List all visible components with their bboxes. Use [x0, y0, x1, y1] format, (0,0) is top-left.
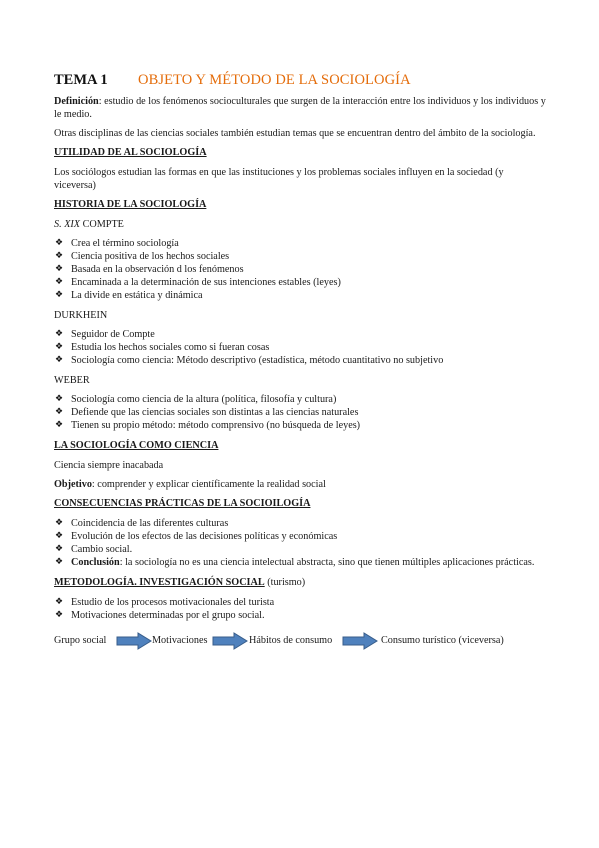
diamond-bullet-icon: ❖	[55, 342, 64, 352]
metodologia-heading-row	[54, 576, 546, 589]
list-item: ❖ Sociología como ciencia: Método descriptivo (estadística, método cuantitativo no subjetivo	[55, 355, 444, 366]
page-title: OBJETO Y MÉTODO DE LA SOCIOLOGÍA	[138, 72, 411, 88]
diamond-bullet-icon: ❖	[55, 238, 64, 248]
process-flow	[54, 632, 546, 650]
diamond-bullet-icon: ❖	[55, 420, 64, 430]
ciencia-text: Ciencia siempre inacabada	[54, 460, 164, 471]
right-arrow-icon	[342, 632, 378, 650]
objetivo-paragraph	[54, 478, 546, 491]
diamond-bullet-icon: ❖	[55, 557, 64, 567]
diamond-bullet-icon: ❖	[55, 290, 64, 300]
list-item: ❖ Basada en la observación d los fenómenos	[55, 264, 244, 275]
weber-label: WEBER	[54, 375, 90, 386]
diamond-bullet-icon: ❖	[55, 264, 64, 274]
conclusion-text: : la sociología no es una ciencia intelectual abstracta, sino que tienen múltiples aplicaciones prácticas.	[119, 557, 535, 568]
list-item	[54, 556, 546, 569]
list-item: ❖ Cambio social.	[55, 544, 133, 555]
compte-century: S. XIX	[54, 219, 81, 230]
definition-paragraph	[54, 95, 546, 121]
definition-text: : estudio de los fenómenos socioculturales que surgen de la interacción entre los individuos y los individuos y le medio.	[54, 96, 546, 120]
durkhein-label: DURKHEIN	[54, 310, 108, 321]
diamond-bullet-icon: ❖	[55, 394, 64, 404]
flow-step-grupo-social: Grupo social	[54, 635, 107, 646]
list-item: ❖ Coincidencia de las diferentes culturas	[55, 518, 229, 529]
durkhein-list	[54, 328, 546, 367]
list-item: ❖ Encaminada a la determinación de sus intenciones estables (leyes)	[55, 277, 341, 288]
utilidad-heading: UTILIDAD DE AL SOCIOLOGÍA	[54, 147, 207, 158]
definition-label: Definición	[54, 96, 99, 107]
document-content	[54, 74, 546, 650]
diamond-bullet-icon: ❖	[55, 544, 64, 554]
title-row	[54, 74, 546, 87]
list-item: ❖ Evolución de los efectos de las decisiones políticas y económicas	[55, 531, 338, 542]
list-item: ❖ Tienen su propio método: método comprensivo (no búsqueda de leyes)	[55, 420, 361, 431]
diamond-bullet-icon: ❖	[55, 407, 64, 417]
list-item: ❖ Crea el término sociología	[55, 238, 179, 249]
diamond-bullet-icon: ❖	[55, 355, 64, 365]
list-item: ❖ Estudio de los procesos motivacionales del turista	[55, 597, 275, 608]
metodologia-list	[54, 596, 546, 622]
metodologia-note: (turismo)	[264, 577, 306, 588]
historia-heading: HISTORIA DE LA SOCIOLOGÍA	[54, 199, 207, 210]
right-arrow-icon	[116, 632, 152, 650]
list-item: ❖ Defiende que las ciencias sociales son distintas a las ciencias naturales	[55, 407, 359, 418]
diamond-bullet-icon: ❖	[55, 597, 64, 607]
compte-list	[54, 237, 546, 302]
utilidad-text: Los sociólogos estudian las formas en que las instituciones y los problemas sociales influyen en la sociedad (y viceversa)	[54, 167, 504, 191]
diamond-bullet-icon: ❖	[55, 531, 64, 541]
ciencia-heading: LA SOCIOLOGÍA COMO CIENCIA	[54, 440, 219, 451]
objetivo-text: : comprender y explicar científicamente la realidad social	[91, 479, 326, 490]
tema-label: TEMA 1	[54, 72, 108, 88]
diamond-bullet-icon: ❖	[55, 610, 64, 620]
diamond-bullet-icon: ❖	[55, 518, 64, 528]
list-item: ❖ Estudia los hechos sociales como si fueran cosas	[55, 342, 270, 353]
diamond-bullet-icon: ❖	[55, 329, 64, 339]
diamond-bullet-icon: ❖	[55, 277, 64, 287]
weber-list	[54, 393, 546, 432]
flow-step-habitos: Hábitos de consumo	[249, 635, 333, 646]
right-arrow-icon	[212, 632, 248, 650]
other-disciplines-paragraph: Otras disciplinas de las ciencias sociales también estudian temas que se encuentran dentro del ámbito de la sociología.	[54, 128, 536, 139]
list-item: ❖ Sociología como ciencia de la altura (política, filosofía y cultura)	[55, 394, 337, 405]
consecuencias-list	[54, 517, 546, 569]
compte-name: COMPTE	[80, 219, 124, 230]
diamond-bullet-icon: ❖	[55, 251, 64, 261]
metodologia-heading: METODOLOGÍA. INVESTIGACIÓN SOCIAL	[54, 577, 265, 588]
objetivo-label: Objetivo	[54, 479, 92, 490]
flow-step-consumo: Consumo turístico (viceversa)	[381, 635, 504, 646]
list-item: ❖ Seguidor de Compte	[55, 329, 155, 340]
list-item: ❖ Ciencia positiva de los hechos sociales	[55, 251, 230, 262]
consecuencias-heading: CONSECUENCIAS PRÁCTICAS DE LA SOCIOILOGÍA	[54, 498, 311, 509]
list-item: ❖ Motivaciones determinadas por el grupo social.	[55, 610, 265, 621]
conclusion-label: Conclusión	[71, 557, 120, 568]
list-item: ❖ La divide en estática y dinámica	[55, 290, 203, 301]
compte-label	[54, 218, 546, 231]
flow-step-motivaciones: Motivaciones	[152, 635, 208, 646]
